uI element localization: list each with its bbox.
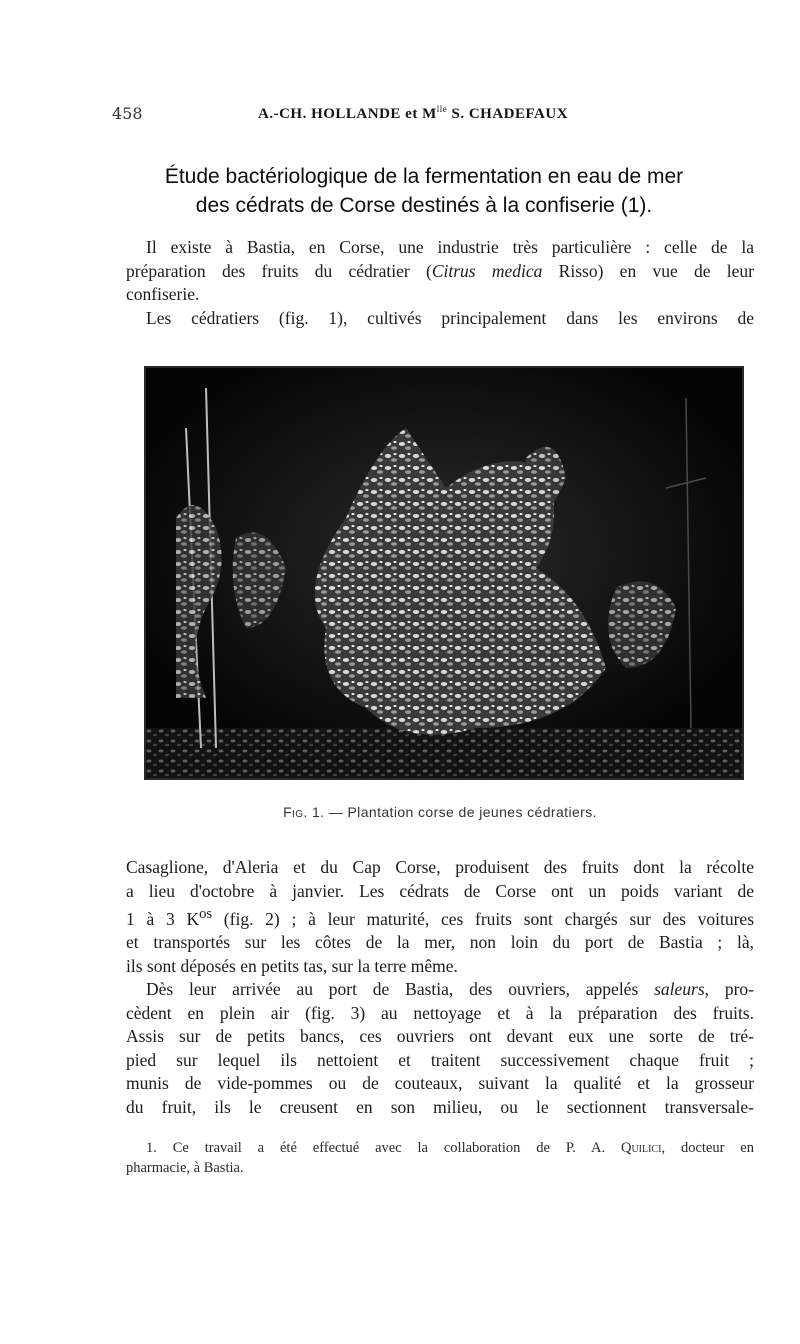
body-line-part: , pro- (704, 979, 755, 1000)
intro-line (126, 260, 754, 284)
intro-paragraph (126, 236, 754, 330)
running-head-part-a: A.-CH. HOLLANDE et M (258, 106, 437, 122)
body-line: pied sur lequel ils nettoient et traitent successivement chaque fruit ; (126, 1049, 754, 1070)
body-line-part: 1 à 3 K (126, 908, 200, 929)
intro-line: Les cédratiers (fig. 1), cultivés principalement dans les environs de (146, 307, 754, 328)
body-paragraph (126, 856, 754, 1119)
running-head-sup: lle (436, 104, 448, 114)
figure-caption-text: — Plantation corse de jeunes cédratiers. (324, 804, 597, 820)
footnote-line (126, 1138, 754, 1158)
footnote-ref[interactable]: (1). (620, 194, 653, 217)
page-number: 458 (112, 104, 143, 123)
intro-line-part: préparation des fruits du cédratier ( (126, 260, 432, 281)
plantation-photo (146, 368, 742, 778)
unit-sup: os (199, 906, 213, 922)
title-line-2 (126, 191, 722, 220)
running-head-part-b: S. CHADEFAUX (447, 106, 569, 122)
body-line (126, 978, 754, 1002)
body-line: munis de vide-pommes ou de couteaux, suivant la qualité et la grosseur (126, 1073, 754, 1094)
term-italic: saleurs (654, 979, 705, 1000)
body-line: Assis sur de petits bancs, ces ouvriers ont devant eux une sorte de tré- (126, 1026, 754, 1047)
body-line: Casaglione, d'Aleria et du Cap Corse, produisent des fruits dont la récolte (126, 857, 754, 877)
intro-line: Il existe à Bastia, en Corse, une industrie très particulière : celle de la (146, 237, 754, 257)
article-title (126, 162, 722, 220)
species-name: Citrus medica (431, 260, 543, 281)
title-line-2-text: des cédrats de Corse destinés à la confiserie (195, 194, 615, 217)
body-line: du fruit, ils le creusent en son milieu, ou le sectionnent transversale- (126, 1096, 754, 1117)
running-head-authors (258, 104, 568, 123)
running-header (112, 104, 752, 128)
title-line-1: Étude bactériologique de la fermentation en eau de mer (164, 165, 684, 188)
footnote-part: , docteur en (661, 1140, 754, 1156)
footnote-part: 1. Ce travail a été effectué avec la collaboration de P. A. (146, 1140, 621, 1156)
body-line-part: Dès leur arrivée au port de Bastia, des ouvriers, appelés (146, 979, 655, 1000)
collaborator-name: Quilici (620, 1140, 662, 1156)
footnote-line: pharmacie, à Bastia. (126, 1160, 244, 1176)
figure-caption (126, 804, 754, 820)
figure-label: Fig. 1. (283, 804, 325, 820)
footnote (126, 1138, 754, 1178)
body-line: ils sont déposés en petits tas, sur la terre même. (126, 955, 458, 976)
intro-line-part: Risso) en vue de leur (542, 260, 754, 281)
body-line: a lieu d'octobre à janvier. Les cédrats de Corse ont un poids variant de (126, 880, 754, 901)
body-line: cèdent en plein air (fig. 3) au nettoyage et à la préparation des fruits. (126, 1002, 754, 1023)
body-line: et transportés sur les côtes de la mer, non loin du port de Bastia ; là, (126, 932, 754, 953)
figure-1-photograph (144, 366, 744, 780)
body-line-part: (fig. 2) ; à leur maturité, ces fruits sont chargés sur des voitures (212, 908, 755, 929)
body-line (126, 903, 754, 931)
intro-line: confiserie. (126, 284, 200, 304)
